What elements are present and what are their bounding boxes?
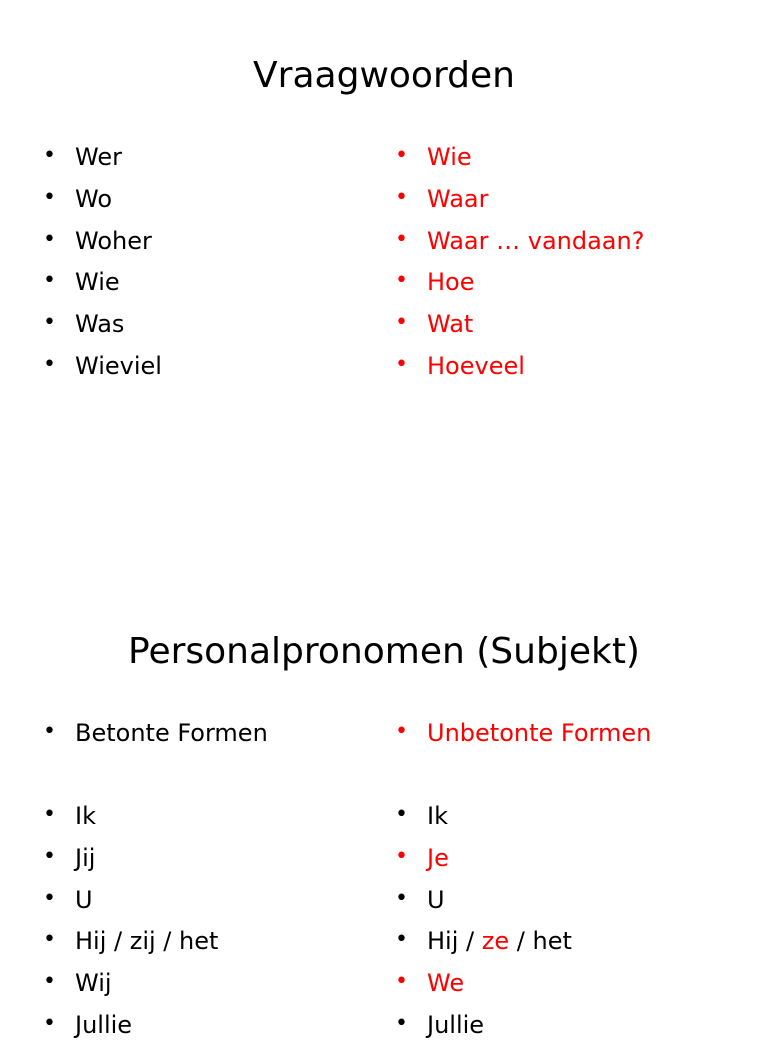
list-item — [395, 143, 644, 185]
list-header-text: Unbetonte Formen — [427, 719, 652, 747]
bullet-icon: • — [395, 927, 408, 953]
unstressed-pronoun-list — [395, 719, 651, 1053]
list-item-text: Woher — [75, 226, 152, 255]
bullet-icon: • — [395, 843, 408, 869]
list-item-text: Hoeveel — [427, 351, 525, 380]
list-header-text: Betonte Formen — [75, 719, 268, 747]
bullet-icon: • — [395, 351, 408, 377]
bullet-icon: • — [43, 351, 56, 377]
slide-title: Vraagwoorden — [253, 55, 515, 96]
list-item-text: Wie — [427, 143, 472, 171]
list-item — [395, 844, 651, 886]
list-item-text: Wieviel — [75, 351, 162, 380]
list-item — [395, 927, 651, 969]
bullet-icon: • — [43, 719, 56, 744]
list-item — [43, 227, 162, 269]
bullet-icon: • — [395, 885, 408, 911]
list-item-text: U — [75, 885, 93, 914]
list-item — [43, 310, 162, 352]
list-item-text: Wer — [75, 143, 122, 171]
list-item-text: Wo — [75, 184, 113, 213]
list-item — [395, 802, 651, 844]
list-item-text: Wat — [427, 310, 474, 339]
bullet-icon: • — [395, 719, 408, 744]
bullet-icon: • — [43, 1010, 56, 1036]
list-item — [43, 185, 162, 227]
list-header — [395, 719, 651, 802]
list-item-text: Jullie — [75, 1010, 133, 1039]
list-item-text: Waar … vandaan? — [427, 226, 645, 255]
list-item — [43, 969, 268, 1011]
list-item — [395, 310, 644, 352]
list-item-text: Wij — [75, 969, 112, 998]
list-header — [43, 719, 268, 802]
bullet-icon: • — [395, 268, 408, 294]
list-item — [395, 185, 644, 227]
bullet-icon: • — [43, 969, 56, 995]
list-item-text: Wie — [75, 268, 120, 297]
list-item — [395, 969, 651, 1011]
list-item — [395, 352, 644, 394]
bullet-icon: • — [395, 226, 408, 252]
list-item — [43, 143, 162, 185]
list-item-text: Jullie — [427, 1010, 485, 1039]
list-item — [43, 802, 268, 844]
slide-personalpronomen — [0, 576, 768, 1039]
bullet-icon: • — [395, 184, 408, 210]
bullet-icon: • — [43, 927, 56, 953]
list-item — [43, 886, 268, 928]
bullet-icon: • — [43, 843, 56, 869]
list-item-text: Waar — [427, 184, 489, 213]
list-item — [43, 1011, 268, 1053]
bullet-icon: • — [43, 143, 56, 168]
bullet-icon: • — [395, 802, 408, 827]
list-item — [395, 886, 651, 928]
bullet-icon: • — [395, 969, 408, 995]
list-item-text: We — [427, 969, 465, 998]
list-item-text: Ik — [75, 802, 96, 830]
bullet-icon: • — [43, 226, 56, 252]
bullet-icon: • — [395, 1010, 408, 1036]
list-item — [395, 1011, 651, 1053]
bullet-icon: • — [43, 802, 56, 827]
bullet-icon: • — [43, 268, 56, 294]
dutch-question-word-list — [395, 143, 644, 394]
german-question-word-list — [43, 143, 162, 394]
list-item — [395, 227, 644, 269]
list-item-text: Hij / zij / het — [75, 927, 219, 956]
list-item-text: U — [427, 885, 445, 914]
list-item-text: Was — [75, 310, 125, 339]
list-item-text: Ik — [427, 802, 448, 830]
list-item — [43, 844, 268, 886]
list-item-text-highlight: ze — [481, 927, 510, 956]
list-item-text: Hoe — [427, 268, 475, 297]
bullet-icon: • — [395, 143, 408, 168]
list-item — [395, 268, 644, 310]
bullet-icon: • — [43, 310, 56, 336]
bullet-icon: • — [395, 310, 408, 336]
list-item-text: Je — [427, 843, 449, 872]
bullet-icon: • — [43, 184, 56, 210]
list-item-text-part: Hij / — [427, 927, 475, 956]
bullet-icon: • — [43, 885, 56, 911]
list-item-text: Jij — [75, 843, 96, 872]
list-item — [43, 268, 162, 310]
list-item — [43, 927, 268, 969]
stressed-pronoun-list — [43, 719, 268, 1053]
list-item-text-part: / het — [516, 927, 572, 956]
slide-title: Personalpronomen (Subjekt) — [128, 631, 640, 672]
list-item — [43, 352, 162, 394]
